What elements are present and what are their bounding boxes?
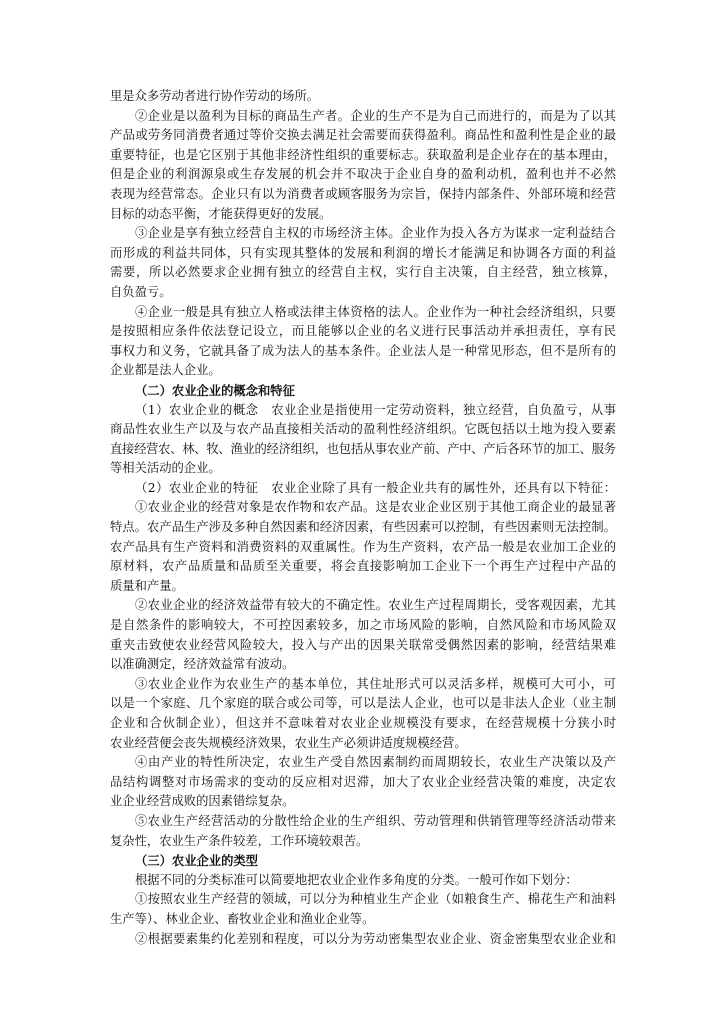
text-line: 目标的动态平衡，才能获得更好的发展。 <box>110 206 332 221</box>
paragraph <box>110 871 616 891</box>
text-line: ①按照农业生产经营的领域，可以分为种植业生产企业（如粮食生产、棉花生产和油料 <box>135 892 617 907</box>
text-line: 特点。农产品生产涉及多种自然因素和经济因素，有些因素可以控制，有些因素则无法控制。 <box>110 520 617 535</box>
text-line: ③企业是享有独立经营自主权的市场经济主体。企业作为投入各方为谋求一定利益结合 <box>135 226 617 241</box>
text-line: 农产品具有生产资料和消费资料的双重属性。作为生产资料，农产品一般是农业加工企业的 <box>110 539 617 554</box>
text-line: 需要，所以必然要求企业拥有独立的经营自主权，实行自主决策，自主经营，独立核算， <box>110 265 617 280</box>
body-text <box>110 87 616 949</box>
text-line: 品结构调整对市场需求的变动的反应相对迟滞，加大了农业企业经营决策的难度，决定农 <box>110 774 617 789</box>
text-line: ③农业企业作为农业生产的基本单位，其住址形式可以灵活多样，规模可大可小，可 <box>135 676 617 691</box>
text-line: ②企业是以盈利为目标的商品生产者。企业的生产不是为自己而进行的，而是为了以其 <box>135 108 617 123</box>
text-line: （1）农业企业的概念 农业企业是指使用一定劳动资料，独立经营，自负盈亏，从事 <box>135 402 617 417</box>
section-heading: （二）农业企业的概念和特征 <box>135 382 295 398</box>
paragraph <box>110 303 616 381</box>
text-line: 里是众多劳动者进行协作劳动的场所。 <box>110 89 320 103</box>
paragraph <box>110 479 616 499</box>
text-line: 复杂性，农业生产条件较差，工作环境较艰苦。 <box>110 833 369 848</box>
text-line: ①农业企业的经营对象是农作物和农产品。这是农业企业区别于其他工商企业的最显著 <box>135 500 617 515</box>
text-line: 根据不同的分类标准可以简要地把农业企业作多角度的分类。一般可作如下划分： <box>135 872 578 887</box>
paragraph <box>110 224 616 302</box>
text-line: 业企业经营成败的因素错综复杂。 <box>110 794 295 809</box>
text-line: 表现为经营常态。企业只有以为消费者或顾客服务为宗旨，保持内部条件、外部环境和经营 <box>110 186 617 201</box>
text-line: 重夹击致使农业经营风险较大，投入与产出的因果关联常受偶然因素的影响，经营结果难 <box>110 637 617 652</box>
paragraph <box>110 675 616 753</box>
text-line: 自负盈亏。 <box>110 284 172 299</box>
text-line: ⑤农业生产经营活动的分散性给企业的生产组织、劳动管理和供销管理等经济活动带来 <box>135 813 617 828</box>
text-line: 企业都是法人企业。 <box>110 363 221 378</box>
text-line: 质量和产量。 <box>110 578 184 593</box>
text-line: 重要特征，也是它区别于其他非经济性组织的重要标志。获取盈利是企业存在的基本理由， <box>110 147 617 162</box>
text-line: 原材料，农产品质量和品质至关重要，将会直接影响加工企业下一个再生产过程中产品的 <box>110 559 617 574</box>
text-line: 但是企业的利润源泉或生存发展的机会并不取决于企业自身的盈利动机，盈利也并不必然 <box>110 167 617 182</box>
text-line: （2）农业企业的特征 农业企业除了具有一般企业共有的属性外，还具有以下特征： <box>135 480 617 495</box>
text-line: 商品性农业生产以及与农产品直接相关活动的盈利性经济组织。它既包括以土地为投入要素 <box>110 422 617 437</box>
text-line: 而形成的利益共同体，只有实现其整体的发展和利润的增长才能满足和协调各方面的利益 <box>110 245 617 260</box>
text-line: 以是一个家庭、几个家庭的联合或公司等，可以是法人企业，也可以是非法人企业（业主制 <box>110 696 617 711</box>
section-heading: （三）农业企业的类型 <box>135 853 258 869</box>
paragraph <box>110 753 616 812</box>
text-line: ②根据要素集约化差别和程度，可以分为劳动密集型农业企业、资金密集型农业企业和 <box>135 931 617 946</box>
text-line: ④由产业的特性所决定，农业生产受自然因素制约而周期较长，农业生产决策以及产 <box>135 755 617 770</box>
text-line: 等相关活动的企业。 <box>110 461 221 476</box>
text-line: 是按照相应条件依法登记设立，而且能够以企业的名义进行民事活动并承担责任，享有民 <box>110 324 617 339</box>
text-line: 生产等）、林业企业、畜牧业企业和渔业企业等。 <box>110 911 375 926</box>
paragraph <box>110 87 616 107</box>
text-line: 企业和合伙制企业），但这并不意味着对农业企业规模没有要求，在经营规模十分狭小时 <box>110 716 617 730</box>
paragraph <box>110 401 616 479</box>
text-line: 农业经营便会丧失规模经济效果，农业生产必须讲适度规模经营。 <box>110 735 467 750</box>
text-line: 以准确测定，经济效益常有波动。 <box>110 657 295 672</box>
paragraph <box>110 812 616 851</box>
text-line: 事权力和义务，它就具备了成为法人的基本条件。企业法人是一种常见形态，但不是所有的 <box>110 343 617 358</box>
text-line: 直接经营农、林、牧、渔业的经济组织，也包括从事农业产前、产中、产后各环节的加工、服务 <box>110 441 616 456</box>
paragraph <box>110 930 616 950</box>
paragraph <box>110 596 616 674</box>
text-line: 是自然条件的影响较大，不可控因素较多，加之市场风险的影响，自然风险和市场风险双 <box>110 618 617 633</box>
text-line: 产品或劳务同消费者通过等价交换去满足社会需要而获得盈利。商品性和盈利性是企业的最 <box>110 128 617 143</box>
paragraph <box>110 890 616 929</box>
text-line: ④企业一般是具有独立人格或法律主体资格的法人。企业作为一种社会经济组织，只要 <box>135 304 617 319</box>
paragraph <box>110 498 616 596</box>
paragraph <box>110 107 616 225</box>
text-line: ②农业企业的经济效益带有较大的不确定性。农业生产过程周期长，受客观因素，尤其 <box>135 598 617 613</box>
